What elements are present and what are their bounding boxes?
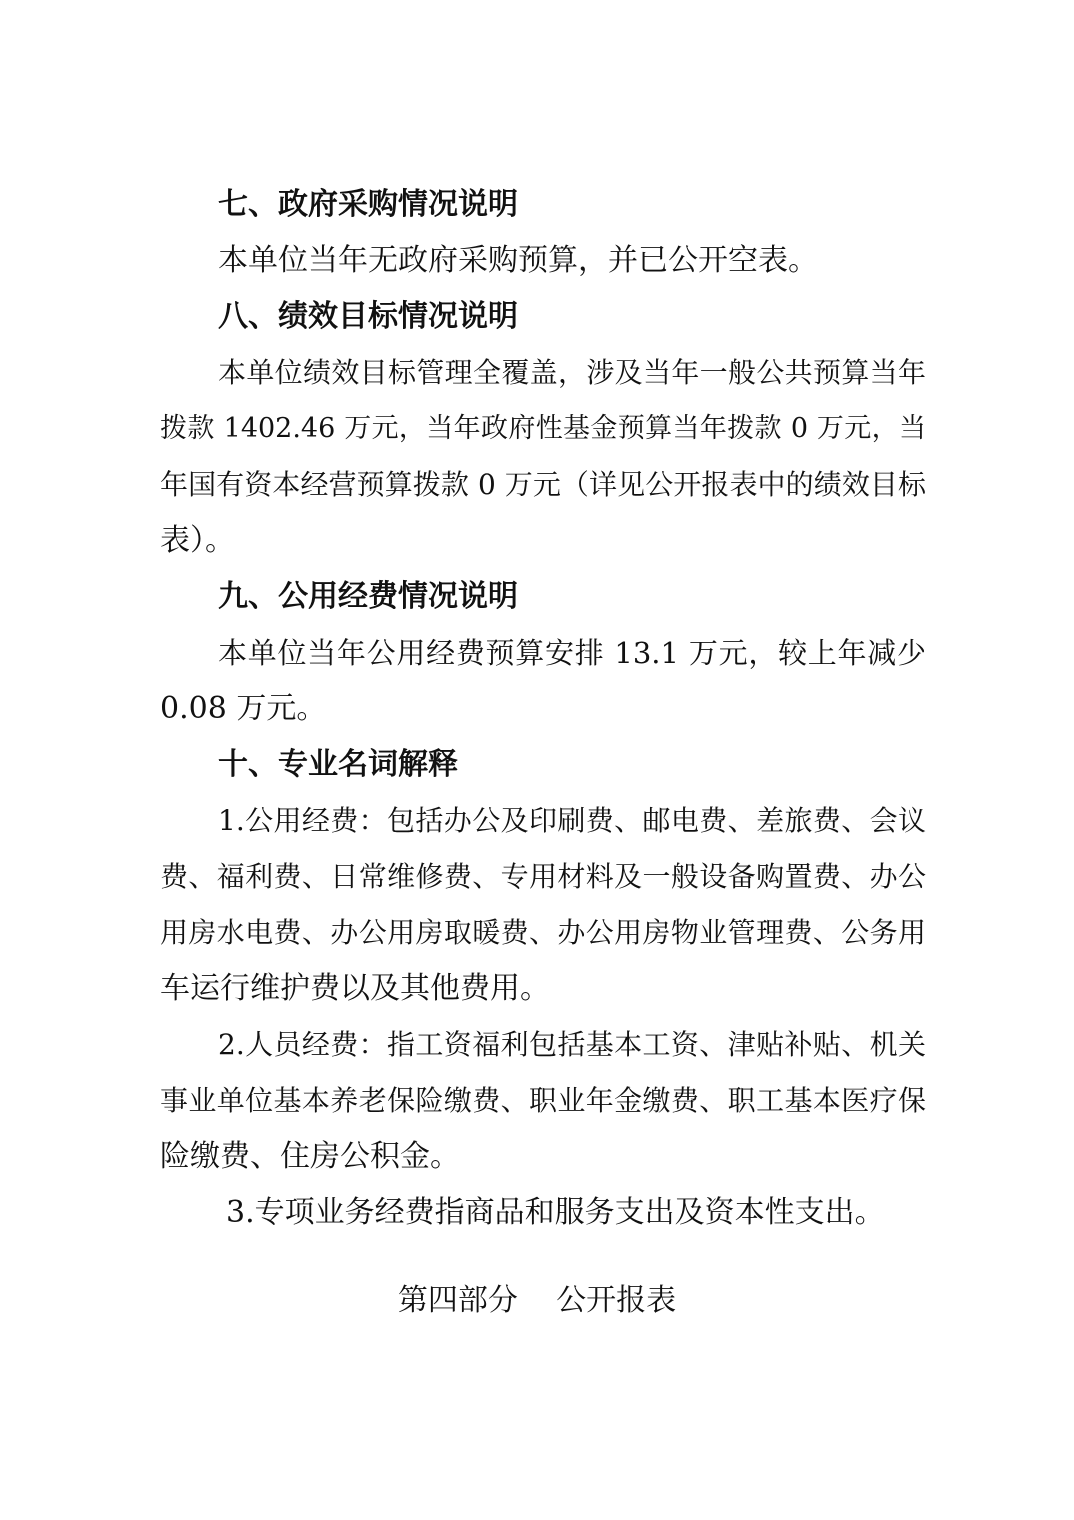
part-title: 第四部分 公开报表	[397, 1283, 677, 1318]
section-8-heading: 八、绩效目标情况说明	[218, 299, 518, 334]
section-8-line-1: 本单位绩效目标管理全覆盖，涉及当年一般公共预算当年	[218, 356, 926, 389]
term-2-line-3: 险缴费、住房公积金。	[160, 1139, 460, 1174]
term-3-line-1: 3.专项业务经费指商品和服务支出及资本性支出。	[226, 1195, 885, 1230]
section-7-line-1: 本单位当年无政府采购预算，并已公开空表。	[218, 243, 818, 278]
section-10-heading: 十、专业名词解释	[218, 747, 458, 782]
section-8-line-4: 表）。	[160, 523, 235, 558]
term-2-line-2: 事业单位基本养老保险缴费、职业年金缴费、职工基本医疗保	[160, 1084, 926, 1117]
section-9-heading: 九、公用经费情况说明	[218, 579, 518, 614]
term-2-line-1: 2.人员经费：指工资福利包括基本工资、津贴补贴、机关	[218, 1028, 926, 1061]
section-8-line-2: 拨款 1402.46 万元，当年政府性基金预算当年拨款 0 万元，当	[160, 413, 926, 444]
term-1-line-4: 车运行维护费以及其他费用。	[160, 971, 550, 1006]
section-9-line-1: 本单位当年公用经费预算安排 13.1 万元，较上年减少	[218, 636, 926, 670]
section-9-line-2: 0.08 万元。	[160, 691, 327, 726]
term-1-line-2: 费、福利费、日常维修费、专用材料及一般设备购置费、办公	[160, 860, 926, 893]
section-8-line-3: 年国有资本经营预算拨款 0 万元（详见公开报表中的绩效目标	[160, 468, 926, 501]
term-1-line-1: 1.公用经费：包括办公及印刷费、邮电费、差旅费、会议	[218, 804, 926, 837]
section-7-heading: 七、政府采购情况说明	[218, 187, 518, 222]
term-1-line-3: 用房水电费、办公用房取暖费、办公用房物业管理费、公务用	[160, 916, 926, 949]
